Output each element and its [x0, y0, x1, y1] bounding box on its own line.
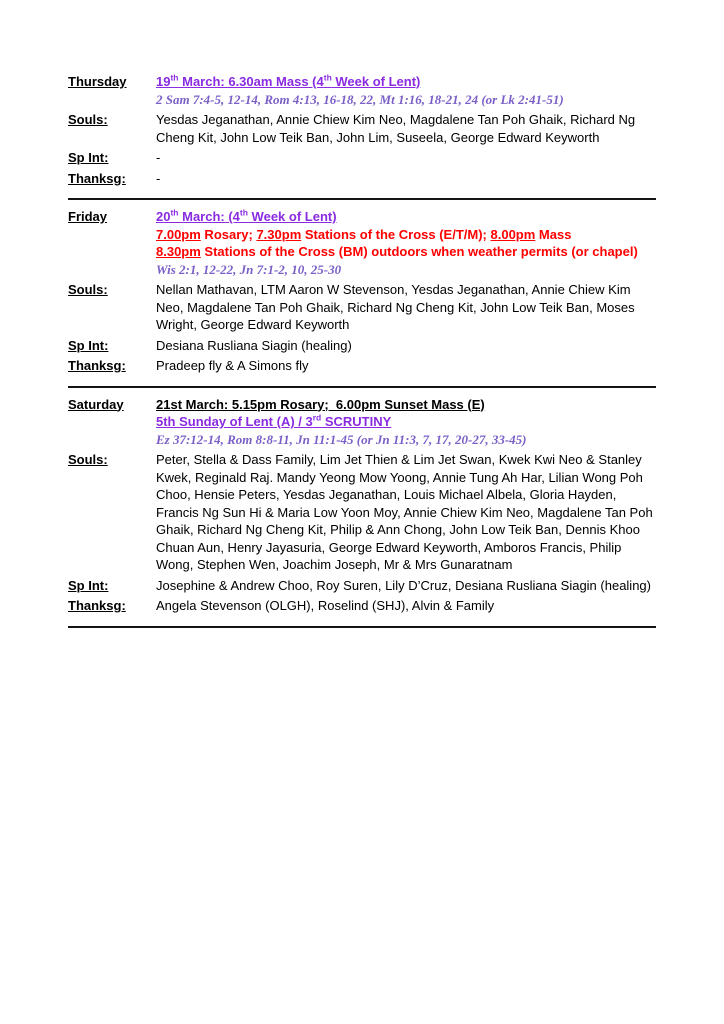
- schedule-line-1: [156, 226, 656, 244]
- schedule-time: 7.30pm: [256, 226, 302, 242]
- souls-label-text: Souls:: [68, 282, 108, 297]
- sp-int-label-text: Sp Int:: [68, 337, 109, 353]
- sunday-title-text: [156, 414, 391, 429]
- sp-int-row: [68, 149, 656, 167]
- souls-label: [68, 111, 156, 129]
- souls-list: Nellan Mathavan, LTM Aaron W Stevenson, Yesdas Jeganathan, Annie Chiew Kim Neo, Magdalene Tan Poh Ghaik, Richard Ng Cheng Kit, John Low Teik Ban, Moses Wright, George Edward Keyworth: [156, 282, 635, 332]
- friday-heading-block: [156, 208, 656, 278]
- thanksg-value: Pradeep fly & A Simons fly: [156, 358, 309, 373]
- sp-int-label-text: Sp Int:: [68, 577, 109, 593]
- thursday-heading-row: [68, 73, 656, 108]
- heading-text: March: 6.30am Mass (4: [178, 74, 324, 89]
- thanksg-label-text: Thanksg:: [68, 598, 126, 613]
- sp-int-label: [68, 149, 156, 167]
- thanksg-value: -: [156, 170, 161, 186]
- heading-text: 20: [156, 209, 171, 224]
- mass-heading-thursday: [156, 73, 656, 91]
- schedule-time: 8.30pm: [156, 244, 201, 259]
- ordinal-superscript: th: [323, 72, 332, 83]
- heading-text: 5th Sunday of Lent (A) / 3: [156, 414, 313, 429]
- section-saturday: [68, 396, 656, 615]
- ordinal-superscript: rd: [312, 412, 322, 423]
- souls-label-text: Souls:: [68, 112, 108, 127]
- day-label-friday: Friday: [68, 209, 108, 224]
- thanksg-row: [68, 357, 656, 375]
- scripture-reference-friday: Wis 2:1, 12-22, Jn 7:1-2, 10, 25-30: [156, 261, 342, 277]
- souls-row: [68, 281, 656, 334]
- thanksg-label: [68, 170, 156, 188]
- thanksg-value: Angela Stevenson (OLGH), Roselind (SHJ), Alvin & Family: [156, 598, 495, 613]
- sp-int-value: Desiana Rusliana Siagin (healing): [156, 337, 352, 353]
- souls-row: [68, 451, 656, 574]
- souls-label-text: Souls:: [68, 452, 108, 467]
- schedule-line-2: [156, 243, 656, 261]
- souls-label: [68, 281, 156, 299]
- friday-heading-row: [68, 208, 656, 278]
- mass-heading-text: [156, 74, 420, 89]
- heading-text: March: (4: [178, 209, 240, 224]
- ordinal-superscript: th: [170, 72, 179, 83]
- sp-int-label-text: Sp Int:: [68, 150, 109, 165]
- sp-int-value: -: [156, 150, 161, 165]
- thanksg-label: [68, 597, 156, 615]
- sp-int-row: [68, 577, 656, 595]
- souls-row: [68, 111, 656, 146]
- souls-label: [68, 451, 156, 469]
- section-divider: [68, 386, 656, 388]
- section-divider: [68, 198, 656, 200]
- heading-text: 19: [156, 74, 171, 89]
- schedule-text: Stations of the Cross (E/T/M);: [301, 226, 491, 242]
- heading-text: Week of Lent): [247, 209, 337, 224]
- day-label-saturday: Saturday: [68, 396, 124, 412]
- section-divider: [68, 626, 656, 628]
- heading-text: Week of Lent): [331, 74, 421, 89]
- sp-int-value: Josephine & Andrew Choo, Roy Suren, Lily D’Cruz, Desiana Rusliana Siagin (healing): [156, 577, 651, 593]
- mass-heading-friday: [156, 208, 656, 226]
- mass-heading-saturday: 21st March: 5.15pm Rosary; 6.00pm Sunset Mass (E): [156, 396, 485, 412]
- heading-text: SCRUTINY: [321, 414, 392, 429]
- souls-list: Yesdas Jeganathan, Annie Chiew Kim Neo, Magdalene Tan Poh Ghaik, Richard Ng Cheng Kit, John Low Teik Ban, John Lim, Suseela, George Edward Keyworth: [156, 112, 636, 145]
- saturday-heading-block: [156, 396, 656, 449]
- sp-int-label: [68, 337, 156, 355]
- mass-heading-text: [156, 209, 337, 224]
- thanksg-row: [68, 597, 656, 615]
- thanksg-row: [68, 170, 656, 188]
- schedule-text: Stations of the Cross (BM) outdoors when weather permits (or chapel): [200, 244, 638, 259]
- thanksg-label-text: Thanksg:: [68, 358, 126, 373]
- thanksg-label: [68, 357, 156, 375]
- schedule-text: Mass: [535, 226, 572, 242]
- sp-int-row: [68, 337, 656, 355]
- schedule-time: 7.00pm: [156, 226, 201, 242]
- ordinal-superscript: th: [239, 207, 248, 218]
- thursday-heading-block: [156, 73, 656, 108]
- schedule-text: Rosary;: [200, 226, 257, 242]
- sp-int-label: [68, 577, 156, 595]
- souls-list: Peter, Stella & Dass Family, Lim Jet Thien & Lim Jet Swan, Kwek Kwi Neo & Stanley Kwek, Reginald Raj. Mandy Yeong Mow Yoong, Annie Tung Ah Har, Lilian Wong Poh Choo, Hensie Peters, Yesdas Jeganathan, Louis Michael Albela, Gloria Hayden, Francis Ng Sun Hi & Maria Low Yoon Moy, Annie Chiew Kim Neo, Magdalene Tan Poh Ghaik, Richard Ng Cheng Kit, Philip & Ann Chong, John Low Teik Ban, Dennis Khoo Chuan Aun, Henry Jayasuria, George Edward Keyworth, Amboros Francis, Philip Wong, Stephen Wen, Joachim Joseph, Mr & Mrs Gunaratnam: [156, 452, 653, 572]
- day-label-thursday: Thursday: [68, 74, 127, 89]
- schedule-time: 8.00pm: [490, 226, 536, 242]
- thanksg-label-text: Thanksg:: [68, 170, 126, 186]
- sunday-title: [156, 413, 656, 431]
- saturday-heading-row: [68, 396, 656, 449]
- section-friday: [68, 208, 656, 375]
- scripture-reference-saturday: Ez 37:12-14, Rom 8:8-11, Jn 11:1-45 (or Jn 11:3, 7, 17, 20-27, 33-45): [156, 431, 527, 447]
- ordinal-superscript: th: [170, 207, 179, 218]
- scripture-reference-thursday: 2 Sam 7:4-5, 12-14, Rom 4:13, 16-18, 22, Mt 1:16, 18-21, 24 (or Lk 2:41-51): [156, 91, 564, 107]
- section-thursday: [68, 73, 656, 187]
